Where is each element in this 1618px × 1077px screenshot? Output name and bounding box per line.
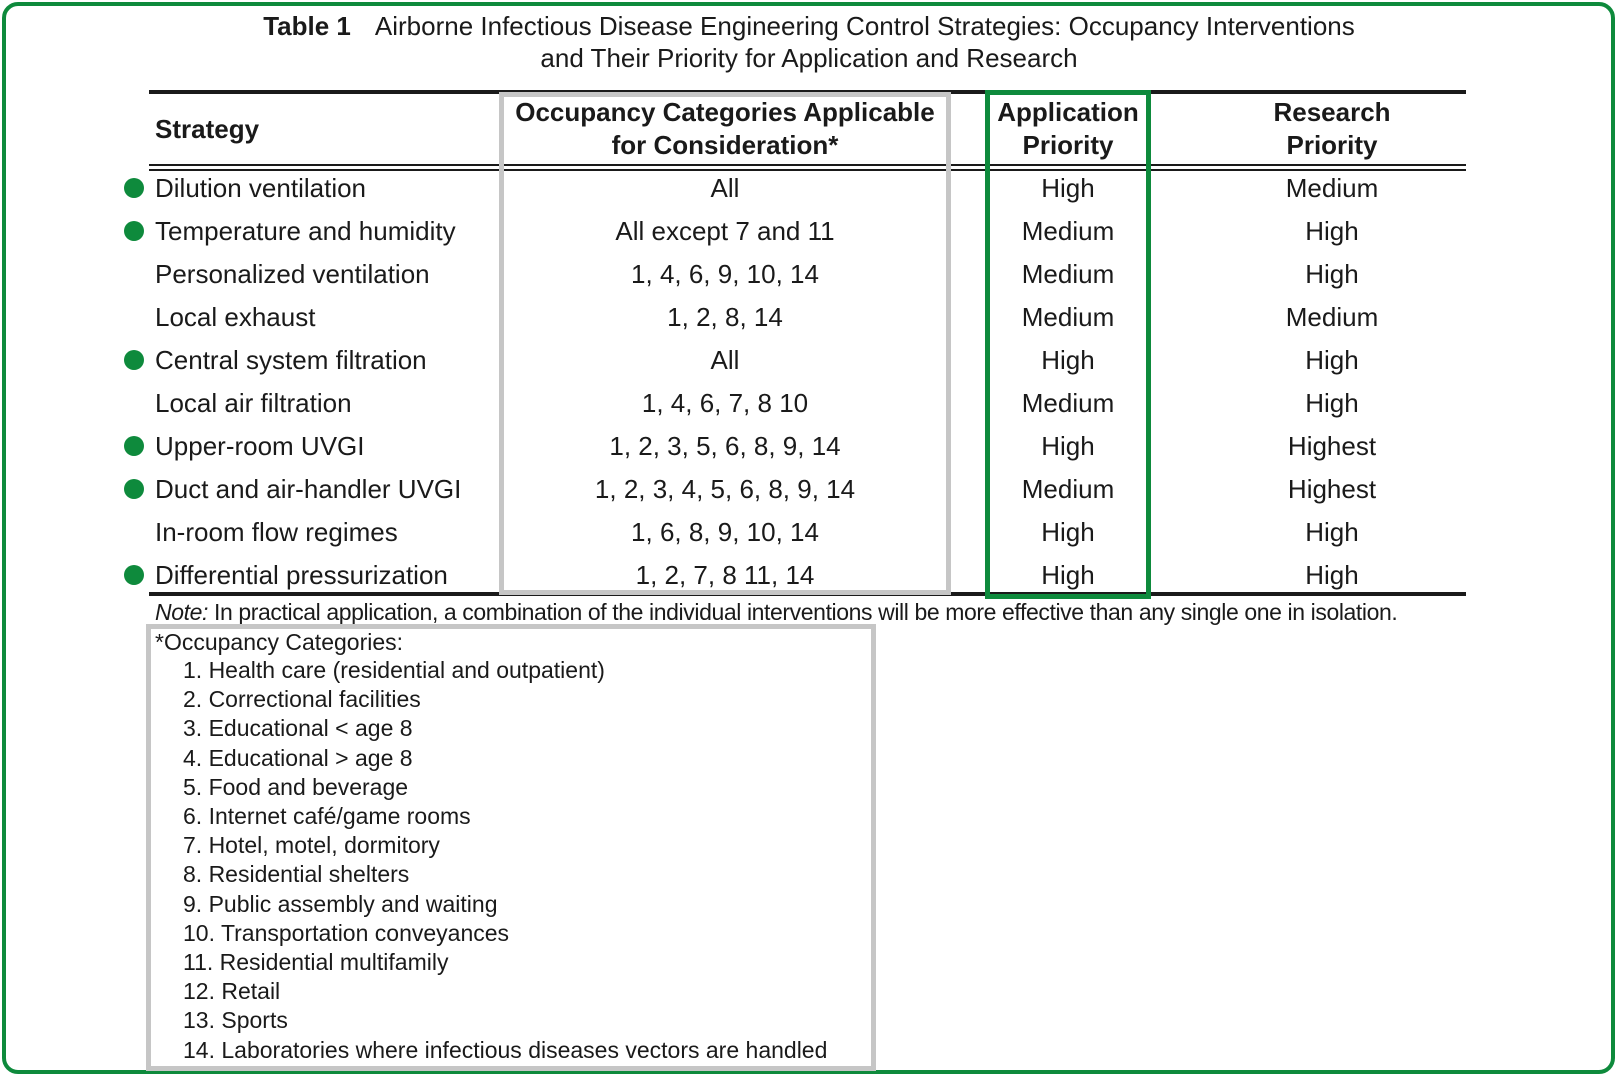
strategy-cell: Upper-room UVGI: [155, 431, 365, 461]
occupancy-category-item: 13. Sports: [183, 1007, 288, 1034]
research-cell: High: [1305, 388, 1359, 418]
research-cell: High: [1305, 216, 1359, 246]
application-cell: Medium: [1021, 474, 1115, 504]
strategy-cell: Duct and air-handler UVGI: [155, 474, 462, 504]
occupancy-category-item: 5. Food and beverage: [183, 773, 409, 800]
table-note: Note: In practical application, a combination of the individual interventions will be more effective than any single one in isolation.: [155, 599, 1398, 625]
strategy-cell: In-room flow regimes: [155, 517, 398, 547]
occupancy-category-item: 8. Residential shelters: [183, 861, 410, 888]
occupancy-category-item: 6. Internet café/game rooms: [183, 803, 471, 829]
occupancy-category-item: 7. Hotel, motel, dormitory: [183, 832, 440, 859]
occupancy-category-item: 4. Educational > age 8: [183, 744, 413, 771]
strategy-cell: Dilution ventilation: [155, 173, 367, 203]
strategy-cell: Temperature and humidity: [155, 216, 456, 246]
research-cell: Highest: [1287, 474, 1377, 504]
application-cell: Medium: [1021, 302, 1115, 332]
research-cell: Medium: [1285, 302, 1379, 332]
application-cell: Medium: [1021, 216, 1115, 246]
header-occupancy: Occupancy Categories Applicable for Consideration*: [515, 97, 935, 160]
occupancy-category-item: 10. Transportation conveyances: [183, 919, 510, 946]
strategy-cell: Local air filtration: [155, 388, 352, 418]
application-cell: Medium: [1021, 388, 1115, 418]
green-dot-icon: [124, 565, 144, 585]
occupancy-cell: 1, 4, 6, 7, 8 10: [641, 388, 809, 418]
occupancy-category-item: 11. Residential multifamily: [183, 949, 449, 975]
occupancy-category-item: 12. Retail: [183, 978, 281, 1005]
occupancy-cell: 1, 4, 6, 9, 10, 14: [631, 259, 819, 289]
application-cell: High: [1041, 560, 1095, 590]
occupancy-cell: All: [710, 345, 740, 375]
occupancy-category-item: 2. Correctional facilities: [183, 686, 421, 713]
application-cell: High: [1041, 517, 1095, 547]
green-dot-icon: [124, 436, 144, 456]
strategy-cell: Local exhaust: [155, 302, 316, 332]
occupancy-cell: All except 7 and 11: [615, 216, 835, 246]
application-cell: High: [1041, 431, 1095, 461]
green-dot-icon: [124, 221, 144, 241]
application-cell: Medium: [1021, 259, 1115, 289]
green-dot-icon: [124, 479, 144, 499]
application-cell: High: [1041, 173, 1095, 203]
occupancy-cell: 1, 2, 7, 8 11, 14: [635, 560, 815, 590]
occupancy-cell: 1, 2, 8, 14: [667, 302, 783, 332]
occupancy-category-item: 9. Public assembly and waiting: [183, 890, 498, 917]
research-cell: Highest: [1287, 431, 1377, 461]
research-cell: Medium: [1285, 173, 1379, 203]
green-dot-icon: [124, 178, 144, 198]
table-title: [0, 10, 1618, 74]
application-cell: High: [1041, 345, 1095, 375]
research-cell: High: [1305, 259, 1359, 289]
header-research: Research Priority: [1273, 97, 1391, 160]
research-cell: High: [1305, 560, 1359, 590]
research-cell: High: [1305, 517, 1359, 547]
header-application: Application Priority: [997, 97, 1139, 160]
research-cell: High: [1305, 345, 1359, 375]
occupancy-cell: 1, 2, 3, 5, 6, 8, 9, 14: [609, 431, 841, 461]
strategy-cell: Central system filtration: [155, 345, 427, 375]
table-title-line2: and Their Priority for Application and Research: [540, 43, 1078, 73]
occupancy-cell: 1, 6, 8, 9, 10, 14: [631, 517, 819, 547]
header-strategy: Strategy: [155, 114, 260, 144]
table-title-line1: Airborne Infectious Disease Engineering Control Strategies: Occupancy Interventions: [374, 11, 1355, 41]
occupancy-cell: 1, 2, 3, 4, 5, 6, 8, 9, 14: [594, 474, 856, 504]
occupancy-categories-title: *Occupancy Categories:: [155, 629, 404, 655]
occupancy-category-item: 14. Laboratories where infectious diseases vectors are handled: [183, 1036, 828, 1063]
occupancy-category-item: 1. Health care (residential and outpatient): [183, 657, 605, 683]
strategy-cell: Personalized ventilation: [155, 259, 430, 289]
occupancy-category-item: 3. Educational < age 8: [183, 715, 413, 742]
table-label: Table 1: [263, 11, 351, 41]
occupancy-cell: All: [710, 173, 740, 203]
strategy-cell: Differential pressurization: [155, 560, 448, 590]
green-dot-icon: [124, 350, 144, 370]
